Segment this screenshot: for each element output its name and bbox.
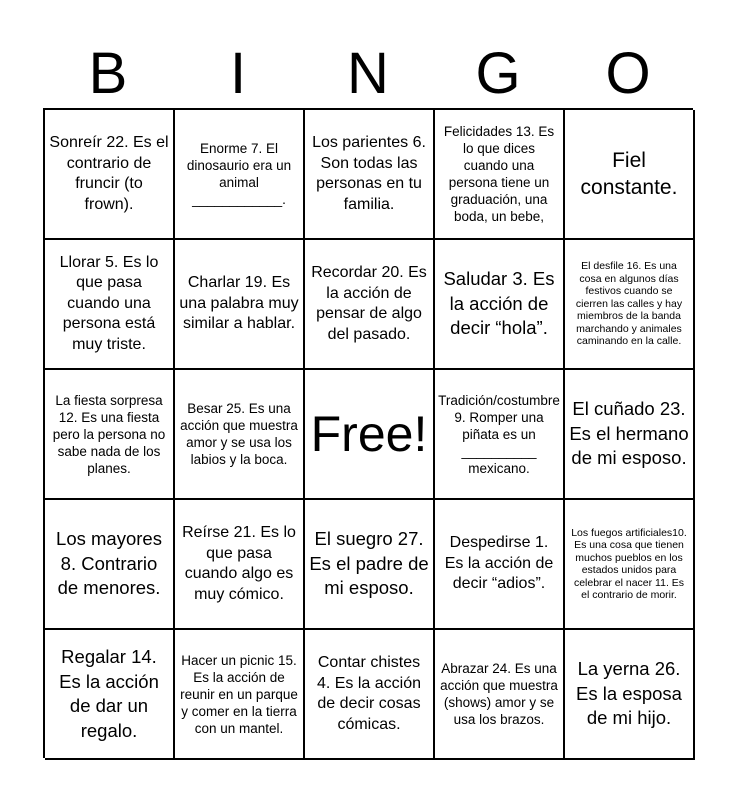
bingo-cell[interactable]: Regalar 14. Es la acción de dar un regalo. bbox=[45, 630, 175, 760]
bingo-cell[interactable]: La fiesta sorpresa 12. Es una fiesta pero la persona no sabe nada de los planes. bbox=[45, 370, 175, 500]
bingo-cell[interactable]: El desfile 16. Es una cosa en algunos días festivos cuando se cierren las calles y hay miembros de la banda marchando y animales caminando en la calle. bbox=[565, 240, 695, 370]
bingo-cell[interactable]: Fiel constante. bbox=[565, 110, 695, 240]
bingo-cell[interactable]: Felicidades 13. Es lo que dices cuando una persona tiene un graduación, una boda, un bebe, bbox=[435, 110, 565, 240]
header-letter-i: I bbox=[229, 41, 247, 106]
bingo-cell[interactable]: Abrazar 24. Es una acción que muestra (shows) amor y se usa los brazos. bbox=[435, 630, 565, 760]
bingo-cell[interactable]: Sonreír 22. Es el contrario de fruncir (to frown). bbox=[45, 110, 175, 240]
free-space-cell[interactable]: Free! bbox=[305, 370, 435, 500]
bingo-cell[interactable]: Enorme 7. El dinosaurio era un animal ____________. bbox=[175, 110, 305, 240]
bingo-board bbox=[43, 108, 693, 758]
bingo-cell[interactable]: Tradición/costumbre 9. Romper una piñata es un __________ mexicano. bbox=[435, 370, 565, 500]
bingo-cell[interactable]: Contar chistes 4. Es la acción de decir cosas cómicas. bbox=[305, 630, 435, 760]
header-letter-b: B bbox=[88, 41, 128, 106]
bingo-cell[interactable]: Reírse 21. Es lo que pasa cuando algo es muy cómico. bbox=[175, 500, 305, 630]
bingo-cell[interactable]: La yerna 26. Es la esposa de mi hijo. bbox=[565, 630, 695, 760]
bingo-cell[interactable]: El cuñado 23. Es el hermano de mi esposo. bbox=[565, 370, 695, 500]
bingo-cell[interactable]: Besar 25. Es una acción que muestra amor y se usa los labios y la boca. bbox=[175, 370, 305, 500]
bingo-cell[interactable]: Llorar 5. Es lo que pasa cuando una persona está muy triste. bbox=[45, 240, 175, 370]
bingo-cell[interactable]: Los fuegos artificiales10. Es una cosa que tienen muchos pueblos en los estados unidos para celebrar el nacer 11. Es el contrario de morir. bbox=[565, 500, 695, 630]
header-letter-g: G bbox=[475, 41, 521, 106]
bingo-cell[interactable]: El suegro 27. Es el padre de mi esposo. bbox=[305, 500, 435, 630]
bingo-header bbox=[43, 40, 693, 108]
bingo-cell[interactable]: Los parientes 6. Son todas las personas en tu familia. bbox=[305, 110, 435, 240]
bingo-cell[interactable]: Recordar 20. Es la acción de pensar de algo del pasado. bbox=[305, 240, 435, 370]
bingo-cell[interactable]: Hacer un picnic 15. Es la acción de reunir en un parque y comer en la tierra con un mantel. bbox=[175, 630, 305, 760]
header-letter-o: O bbox=[605, 41, 651, 106]
bingo-cell[interactable]: Los mayores 8. Contrario de menores. bbox=[45, 500, 175, 630]
bingo-cell[interactable]: Despedirse 1. Es la acción de decir “adios”. bbox=[435, 500, 565, 630]
header-letter-n: N bbox=[347, 41, 389, 106]
bingo-cell[interactable]: Saludar 3. Es la acción de decir “hola”. bbox=[435, 240, 565, 370]
bingo-cell[interactable]: Charlar 19. Es una palabra muy similar a hablar. bbox=[175, 240, 305, 370]
